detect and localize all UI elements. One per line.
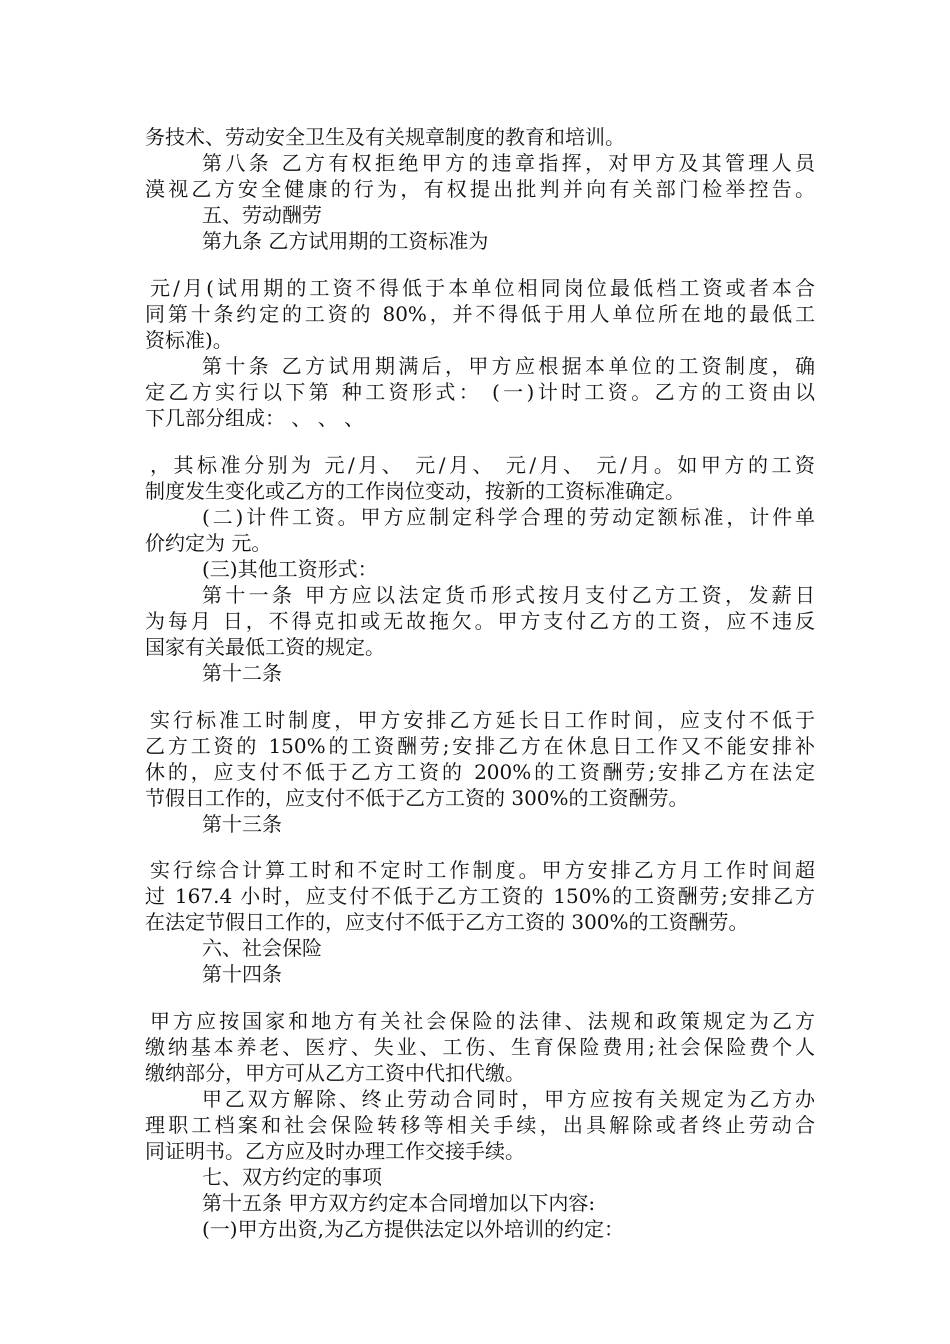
body-text-line: 理职工档案和社会保险转移等相关手续，出具解除或者终止劳动合 (145, 1113, 815, 1137)
body-text-line: 资标准)。 (145, 328, 233, 352)
body-text-line: 缴纳部分，甲方可从乙方工资中代扣代缴。 (145, 1061, 525, 1085)
body-text-line: 下几部分组成： 、 、 、 (145, 406, 365, 430)
body-text-line: 元/月(试用期的工资不得低于本单位相同岗位最低档工资或者本合 (150, 276, 815, 300)
body-text-line: (一)甲方出资,为乙方提供法定以外培训的约定： (202, 1217, 624, 1241)
section-heading-5: 五、劳动酬劳 (202, 203, 322, 227)
article-9-line: 第九条 乙方试用期的工资标准为 (202, 229, 489, 253)
body-text-line: ，其标准分别为 元/月、 元/月、 元/月、 元/月。如甲方的工资 (150, 453, 815, 477)
body-text-line: 实行标准工时制度，甲方安排乙方延长日工作时间，应支付不低于 (150, 708, 815, 732)
body-text-line: 务技术、劳动安全卫生及有关规章制度的教育和培训。 (145, 125, 625, 149)
article-12-heading: 第十二条 (202, 661, 282, 685)
body-text-line: 同证明书。乙方应及时办理工作交接手续。 (145, 1139, 525, 1163)
article-8-line: 第八条 乙方有权拒绝甲方的违章指挥，对甲方及其管理人员 (202, 151, 815, 175)
body-text-line: 实行综合计算工时和不定时工作制度。甲方安排乙方月工作时间超 (150, 858, 815, 882)
article-13-heading: 第十三条 (202, 812, 282, 836)
section-heading-6: 六、社会保险 (202, 936, 322, 960)
body-text-line: 甲方应按国家和地方有关社会保险的法律、法规和政策规定为乙方 (150, 1009, 815, 1033)
body-text-line: 乙方工资的 150%的工资酬劳;安排乙方在休息日工作又不能安排补 (145, 734, 815, 758)
body-text-line: 过 167.4 小时，应支付不低于乙方工资的 150%的工资酬劳;安排乙方 (145, 884, 815, 908)
body-text-line: (三)其他工资形式： (202, 557, 378, 581)
body-text-line: 在法定节假日工作的，应支付不低于乙方工资的 300%的工资酬劳。 (145, 910, 749, 934)
body-text-line: 节假日工作的，应支付不低于乙方工资的 300%的工资酬劳。 (145, 786, 689, 810)
section-heading-7: 七、双方约定的事项 (202, 1165, 382, 1189)
body-text-line: 为每月 日，不得克扣或无故拖欠。甲方支付乙方的工资，应不违反 (145, 609, 815, 633)
body-text-line: 国家有关最低工资的规定。 (145, 635, 385, 659)
article-15-line: 第十五条 甲方双方约定本合同增加以下内容: (202, 1191, 596, 1215)
article-10-line: 第十条 乙方试用期满后，甲方应根据本单位的工资制度，确 (202, 354, 815, 378)
body-text-line: 甲乙双方解除、终止劳动合同时，甲方应按有关规定为乙方办 (202, 1087, 815, 1111)
body-text-line: 漠视乙方安全健康的行为，有权提出批判并向有关部门检举控告。 (145, 177, 815, 201)
body-text-line: 定乙方实行以下第 种工资形式： (一)计时工资。乙方的工资由以 (145, 380, 815, 404)
article-11-line: 第十一条 甲方应以法定货币形式按月支付乙方工资，发薪日 (202, 583, 815, 607)
body-text-line: (二)计件工资。甲方应制定科学合理的劳动定额标准，计件单 (202, 505, 815, 529)
article-14-heading: 第十四条 (202, 962, 282, 986)
body-text-line: 同第十条约定的工资的 80%，并不得低于用人单位所在地的最低工 (145, 302, 815, 326)
body-text-line: 制度发生变化或乙方的工作岗位变动，按新的工资标准确定。 (145, 479, 685, 503)
body-text-line: 休的，应支付不低于乙方工资的 200%的工资酬劳;安排乙方在法定 (145, 760, 815, 784)
body-text-line: 价约定为 元。 (145, 531, 272, 555)
body-text-line: 缴纳基本养老、医疗、失业、工伤、生育保险费用;社会保险费个人 (145, 1035, 815, 1059)
